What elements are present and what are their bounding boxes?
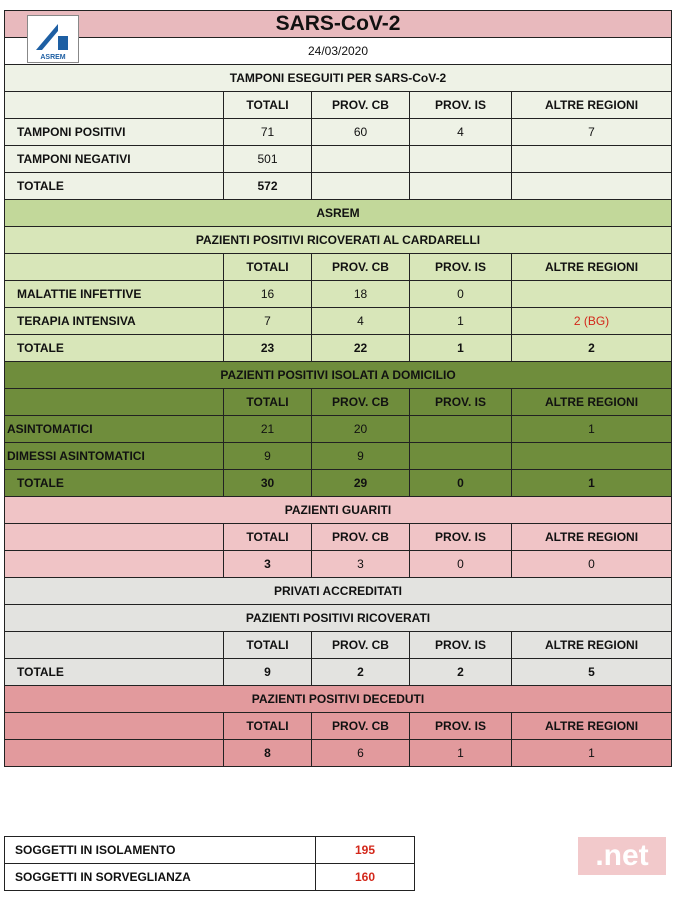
deceduti-title: PAZIENTI POSITIVI DECEDUTI [5, 686, 672, 713]
col-altre-regioni: ALTRE REGIONI [512, 92, 672, 119]
cell-totali: 9 [224, 659, 312, 686]
summary-value: 160 [316, 864, 415, 891]
table-row [5, 740, 672, 767]
summary-label: SOGGETTI IN ISOLAMENTO [5, 837, 316, 864]
row-label: TOTALE [5, 470, 224, 497]
row-label: TERAPIA INTENSIVA [5, 308, 224, 335]
cell-totali: 7 [224, 308, 312, 335]
cell-totali: 501 [224, 146, 312, 173]
table-row [5, 119, 672, 146]
col-prov-is: PROV. IS [410, 254, 512, 281]
cell-prov-cb: 3 [312, 551, 410, 578]
cell-totali: 30 [224, 470, 312, 497]
cell-prov-cb: 2 [312, 659, 410, 686]
asrem-logo [27, 15, 79, 63]
col-totali: TOTALI [224, 254, 312, 281]
col-totali: TOTALI [224, 389, 312, 416]
page-title: SARS-CoV-2 [275, 12, 401, 35]
col-totali: TOTALI [224, 713, 312, 740]
cell-totali: 71 [224, 119, 312, 146]
summary-row [5, 864, 415, 891]
cell-prov-cb [312, 173, 410, 200]
empty-cell [5, 632, 224, 659]
empty-cell [5, 740, 224, 767]
row-label: DIMESSI ASINTOMATICI [5, 443, 224, 470]
col-altre-regioni: ALTRE REGIONI [512, 524, 672, 551]
cell-altre-regioni [512, 281, 672, 308]
col-prov-is: PROV. IS [410, 713, 512, 740]
cell-prov-cb: 9 [312, 443, 410, 470]
ricoverati-col-header [5, 632, 672, 659]
cell-altre-regioni: 5 [512, 659, 672, 686]
cell-prov-is: 1 [410, 308, 512, 335]
empty-cell [5, 389, 224, 416]
col-altre-regioni: ALTRE REGIONI [512, 254, 672, 281]
table-row [5, 281, 672, 308]
empty-cell [5, 524, 224, 551]
ricoverati-title: PAZIENTI POSITIVI RICOVERATI [5, 605, 672, 632]
col-altre-regioni: ALTRE REGIONI [512, 713, 672, 740]
report-date: 24/03/2020 [5, 38, 672, 65]
cell-prov-is: 2 [410, 659, 512, 686]
privati-title: PRIVATI ACCREDITATI [5, 578, 672, 605]
cell-altre-regioni: 1 [512, 470, 672, 497]
col-totali: TOTALI [224, 632, 312, 659]
empty-cell [5, 713, 224, 740]
title-row [5, 11, 672, 38]
table-row [5, 146, 672, 173]
col-totali: TOTALI [224, 524, 312, 551]
cell-altre-regioni: 2 (BG) [512, 308, 672, 335]
cell-altre-regioni: 1 [512, 740, 672, 767]
ricoverati-title-row [5, 605, 672, 632]
guariti-col-header [5, 524, 672, 551]
col-prov-cb: PROV. CB [312, 92, 410, 119]
cell-prov-cb: 6 [312, 740, 410, 767]
col-totali: TOTALI [224, 92, 312, 119]
table-row [5, 416, 672, 443]
empty-cell [5, 254, 224, 281]
cell-prov-cb: 60 [312, 119, 410, 146]
col-prov-cb: PROV. CB [312, 713, 410, 740]
domicilio-title: PAZIENTI POSITIVI ISOLATI A DOMICILIO [5, 362, 672, 389]
cell-totali: 16 [224, 281, 312, 308]
cell-prov-cb [312, 146, 410, 173]
asrem-logo-icon [28, 16, 78, 62]
table-row [5, 470, 672, 497]
empty-cell [5, 92, 224, 119]
cell-prov-cb: 18 [312, 281, 410, 308]
tamponi-title-row [5, 65, 672, 92]
cell-totali: 8 [224, 740, 312, 767]
cell-prov-is: 0 [410, 281, 512, 308]
cell-prov-cb: 20 [312, 416, 410, 443]
empty-cell [5, 551, 224, 578]
summary-label: SOGGETTI IN SORVEGLIANZA [5, 864, 316, 891]
cell-prov-cb: 22 [312, 335, 410, 362]
cardarelli-title: PAZIENTI POSITIVI RICOVERATI AL CARDARELLI [5, 227, 672, 254]
col-prov-is: PROV. IS [410, 389, 512, 416]
col-prov-is: PROV. IS [410, 632, 512, 659]
col-altre-regioni: ALTRE REGIONI [512, 389, 672, 416]
deceduti-title-row [5, 686, 672, 713]
cell-totali: 21 [224, 416, 312, 443]
col-prov-cb: PROV. CB [312, 632, 410, 659]
privati-title-row [5, 578, 672, 605]
guariti-title: PAZIENTI GUARITI [5, 497, 672, 524]
row-label: TAMPONI POSITIVI [5, 119, 224, 146]
table-row [5, 659, 672, 686]
row-label: TAMPONI NEGATIVI [5, 146, 224, 173]
cell-prov-is: 0 [410, 470, 512, 497]
cell-altre-regioni: 7 [512, 119, 672, 146]
row-label: MALATTIE INFETTIVE [5, 281, 224, 308]
cell-totali: 23 [224, 335, 312, 362]
table-row [5, 173, 672, 200]
cell-totali: 572 [224, 173, 312, 200]
tamponi-title: TAMPONI ESEGUITI PER SARS-CoV-2 [5, 65, 672, 92]
cell-prov-is: 0 [410, 551, 512, 578]
date-row [5, 38, 672, 65]
col-prov-cb: PROV. CB [312, 254, 410, 281]
cardarelli-title-row [5, 227, 672, 254]
cell-altre-regioni [512, 443, 672, 470]
cell-prov-is: 1 [410, 740, 512, 767]
cell-altre-regioni [512, 173, 672, 200]
asrem-title: ASREM [5, 200, 672, 227]
table-row [5, 335, 672, 362]
cell-prov-is [410, 443, 512, 470]
row-label: TOTALE [5, 173, 224, 200]
col-prov-is: PROV. IS [410, 92, 512, 119]
col-altre-regioni: ALTRE REGIONI [512, 632, 672, 659]
table-row [5, 443, 672, 470]
asrem-title-row [5, 200, 672, 227]
svg-text:ASREM: ASREM [40, 54, 66, 61]
cell-prov-is [410, 416, 512, 443]
cell-prov-cb: 29 [312, 470, 410, 497]
report-sheet [4, 10, 671, 767]
domicilio-title-row [5, 362, 672, 389]
row-label: ASINTOMATICI [5, 416, 224, 443]
cell-altre-regioni: 0 [512, 551, 672, 578]
cell-prov-is [410, 173, 512, 200]
cell-altre-regioni: 1 [512, 416, 672, 443]
cell-altre-regioni: 2 [512, 335, 672, 362]
domicilio-col-header [5, 389, 672, 416]
row-label: TOTALE [5, 335, 224, 362]
cell-totali: 9 [224, 443, 312, 470]
cell-prov-is: 1 [410, 335, 512, 362]
report-table [4, 10, 672, 767]
summary-row [5, 837, 415, 864]
cardarelli-col-header [5, 254, 672, 281]
cell-altre-regioni [512, 146, 672, 173]
cell-totali: 3 [224, 551, 312, 578]
col-prov-is: PROV. IS [410, 524, 512, 551]
tamponi-col-header [5, 92, 672, 119]
cell-prov-cb: 4 [312, 308, 410, 335]
table-row [5, 551, 672, 578]
table-row [5, 308, 672, 335]
col-prov-cb: PROV. CB [312, 524, 410, 551]
row-label: TOTALE [5, 659, 224, 686]
deceduti-col-header [5, 713, 672, 740]
guariti-title-row [5, 497, 672, 524]
summary-table [4, 836, 415, 891]
summary-value: 195 [316, 837, 415, 864]
cell-prov-is: 4 [410, 119, 512, 146]
col-prov-cb: PROV. CB [312, 389, 410, 416]
cell-prov-is [410, 146, 512, 173]
watermark: .net [578, 837, 666, 875]
